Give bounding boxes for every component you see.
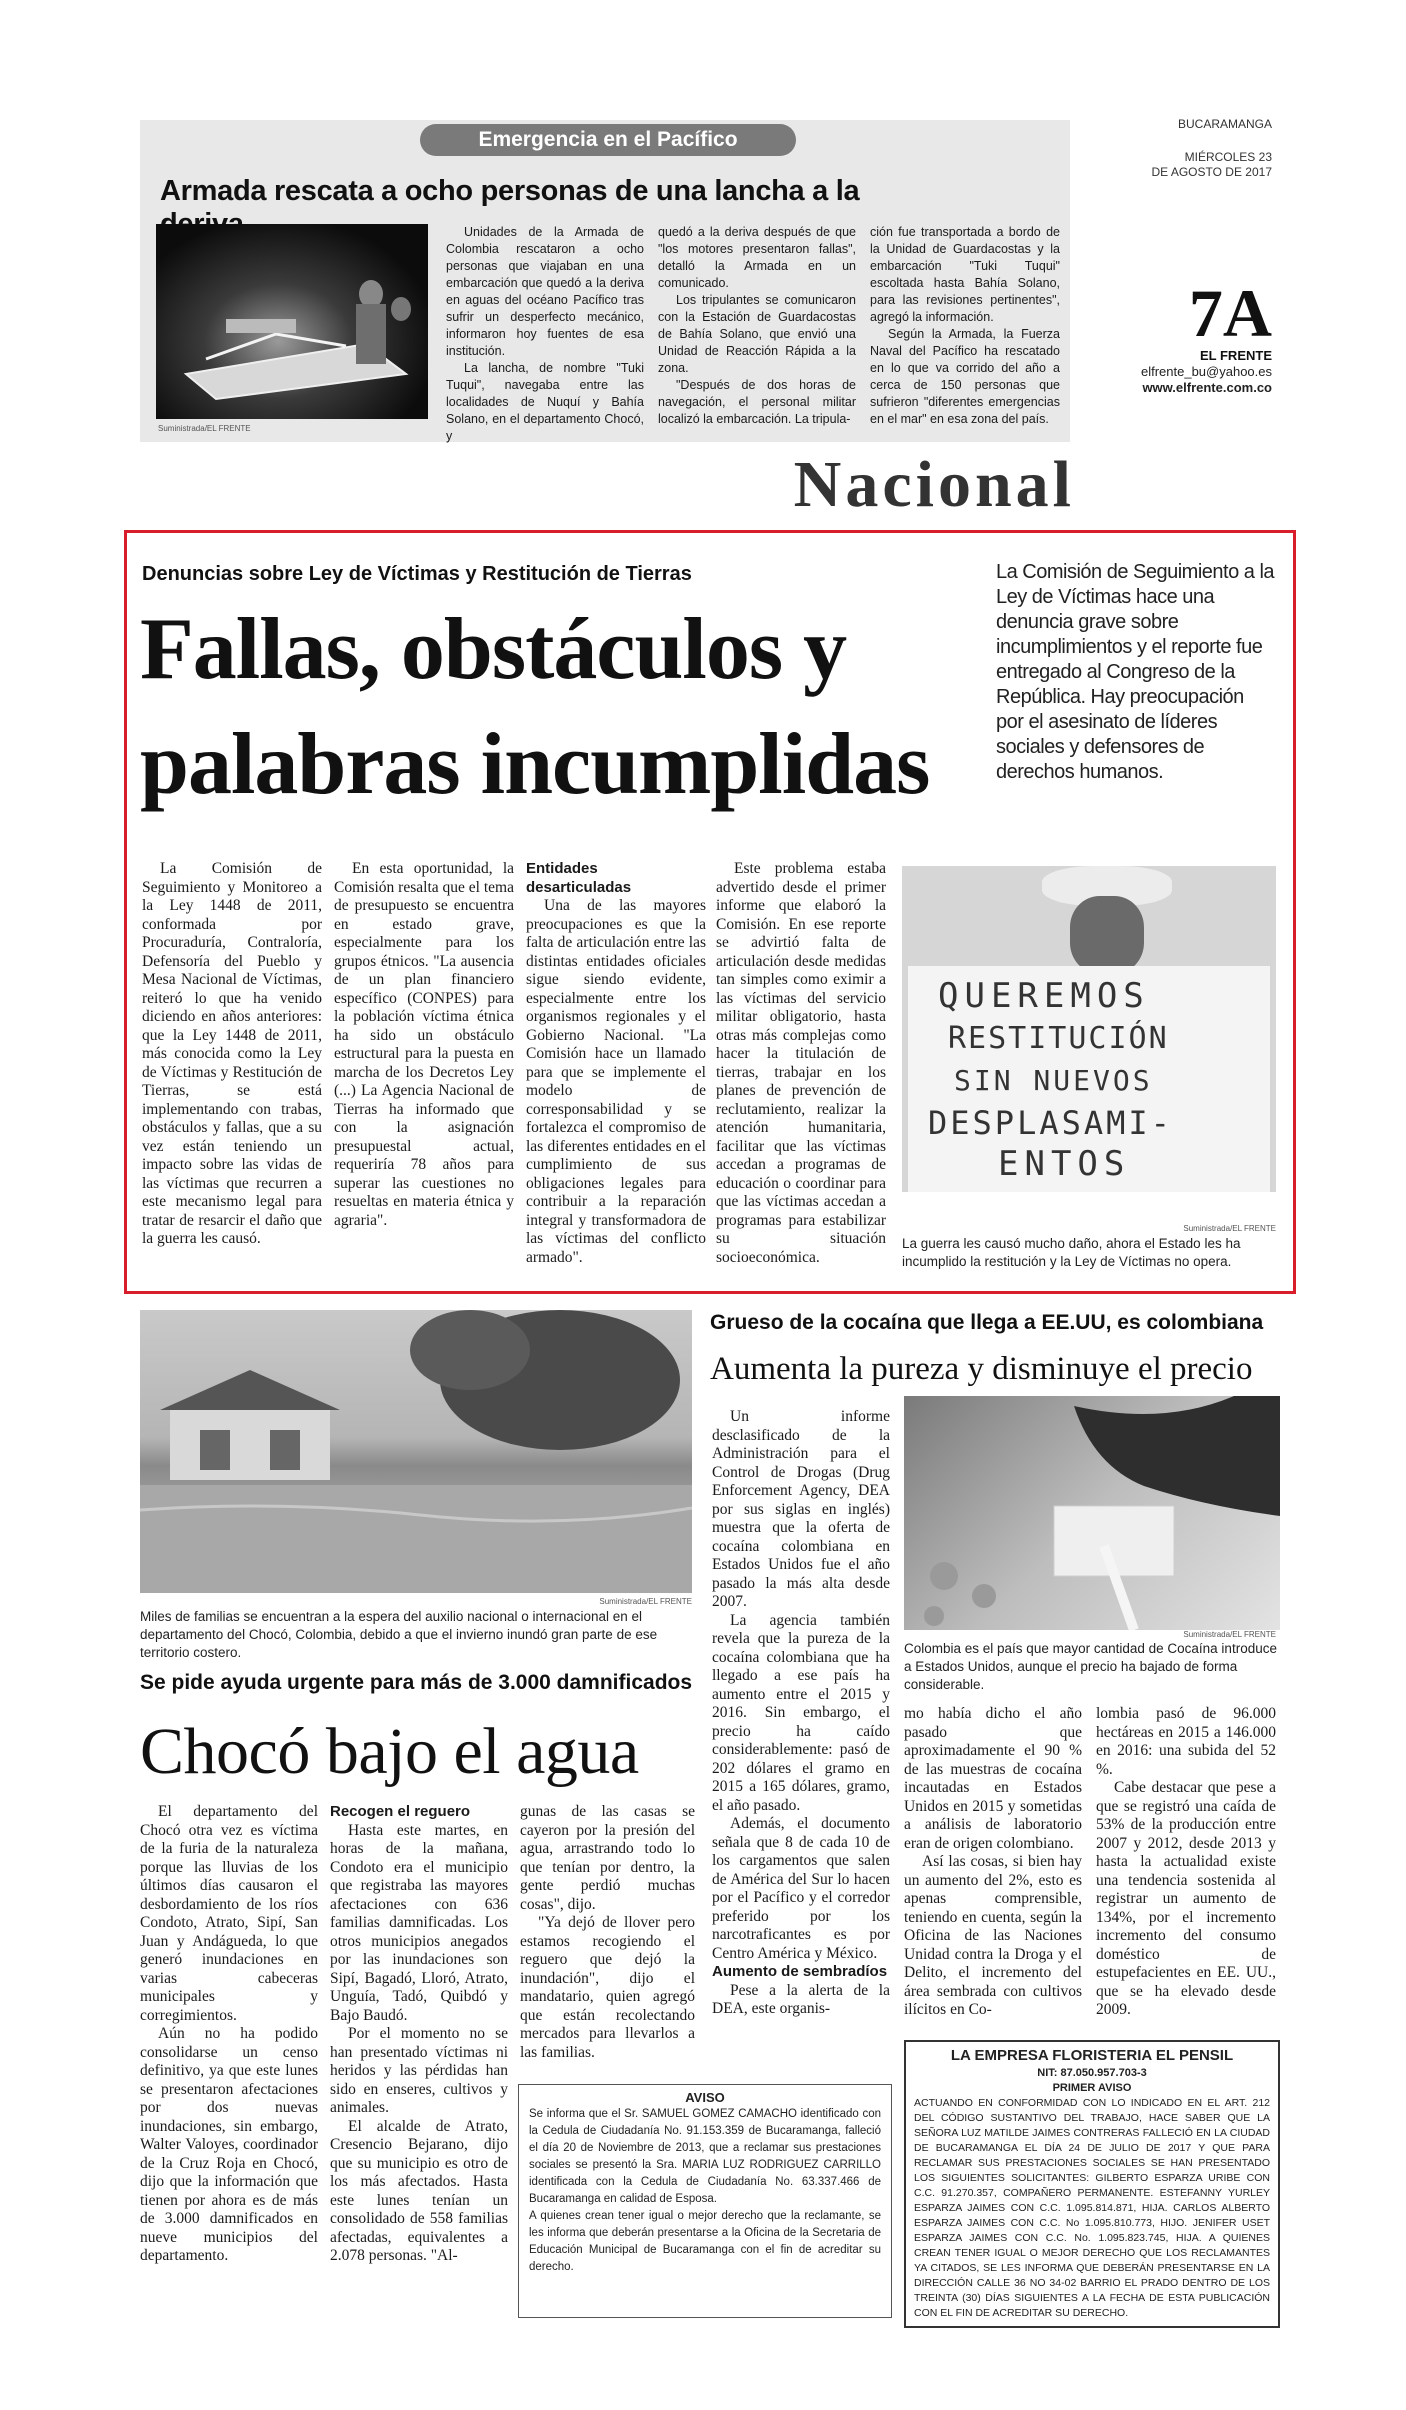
cocaine-col-1 — [712, 1408, 890, 2019]
top-col-3-para: ción fue transportada a bordo de la Unidad de Guardacostas y la embarcación "Tuki Tuqui" escoltada hasta Bahía Solano, para las revisiones pertinentes", agregó la información. — [870, 225, 1060, 324]
choco-headline: Chocó bajo el agua — [140, 1715, 639, 1788]
page-number: 7A — [1188, 275, 1272, 351]
sign-line: QUEREMOS — [938, 976, 1150, 1016]
choco-subhead: Recogen el reguero — [330, 1803, 471, 1820]
sign-line: ENTOS — [998, 1144, 1131, 1184]
cocaine-col-1-para: Además, el documento señala que 8 de cada 10 de los cargamentos que salen de América del Sur lo hacen por el Pacífico y el corredor preferido por los narcotraficantes es por Centro América y México. — [712, 1815, 890, 1962]
flood-photo — [140, 1310, 692, 1593]
protest-sign — [908, 966, 1270, 1192]
cocaine-photo-credit: Suministrada/EL FRENTE — [1183, 1630, 1276, 1639]
top-col-1-para: Unidades de la Armada de Colombia rescataron a ocho personas que viajaban en una embarcación que quedó a la deriva en aguas del océano Pacífico tras sufrir un desperfecto mecánico, informaron hoy fuentes de esa institución. — [446, 225, 644, 358]
cocaine-col-1-para: La agencia también revela que la pureza de la cocaína colombiana que ha llegado a ese país ha aumento entre el 2015 y 2016. Sin embargo, el precio ha caído considerablemente: pasó de 202 dólares el gramo en 2015 a 165 dólares, gramo, el año pasado. — [712, 1611, 890, 1814]
top-col-2-para: quedó a la deriva después de que "los motores presentaron fallas", detalló la Armada en un comunicado. — [658, 225, 856, 290]
boat-photo — [156, 224, 428, 419]
cocaine-col-1-para: Un informe desclasificado de la Administración para el Control de Drogas (Drug Enforcement Agency, DEA por sus siglas en inglés) muestra que la oferta de cocaína colombiana en Estados Unidos fue el año pasado la más alta desde 2007. — [712, 1408, 890, 1610]
lead-col-3 — [526, 860, 706, 1267]
lead-col-2-para: En esta oportunidad, la Comisión resalta que el tema de presupuesto se encuentra en estado grave, especialmente para los grupos étnicos. "La ausencia de un plan financiero específico (CONPES) para la población víctima étnica ha sido un obstáculo estructural para la puesta en marcha de los Decretos Ley (...) La Agencia Nacional de Tierras ha informado que con la asignación presupuestal actual, requeriría 78 años para superar las cuestiones no resueltas en materia étnica y agraria". — [334, 860, 514, 1229]
notice-floristeria-body: ACTUANDO EN CONFORMIDAD CON LO INDICADO EN EL ART. 212 DEL CÓDIGO SUSTANTIVO DEL TRABAJO, HACE SABER QUE LA SEÑORA LUZ MATILDE JAIMES CONTRERAS FALLECIÓ EN LA CIUDAD DE BUCARAMANGA EL DÍA 24 DE JULIO DE 2017 Y QUE PARA RECLAMAR SUS PRESTACIONES SOCIALES SE HAN PRESENTADO LOS SIGUIENTES SOLICITANTES: GILBERTO ESPARZA URIBE CON C.C. 91.270.357, COMPAÑERO PERMANENTE. ESTEFANNY YURLEY ESPARZA JAIMES CON C.C. 1.095.814.871, HIJA. CARLOS ALBERTO ESPARZA JAIMES CON C.C. No 1.095.810.773, HIJO. JENIFER USET ESPARZA JAIMES CON C.C. No. 1.095.823.745, HIJA. A QUIENES CREAN TENER IGUAL O MEJOR DERECHO QUE LOS RECLAMANTES YA CITADOS, SE LES INFORMA QUE DEBERÁN PRESENTARSE EN LA DIRECCIÓN CALLE 36 NO 34-02 BARRIO EL PRADO DENTRO DE LOS TREINTA (30) DÍAS SIGUIENTES A LA FECHA DE ESTA PUBLICACIÓN CON EL FIN DE ACREDITAR SU DERECHO. — [914, 2097, 1270, 2319]
choco-kicker: Se pide ayuda urgente para más de 3.000 damnificados — [140, 1671, 693, 1694]
lead-col-1-para: La Comisión de Seguimiento y Monitoreo a la Ley 1448 de 2011, conformada por Procuraduría, Contraloría, Defensoría del Pueblo y Mesa Nacional de Víctimas, reiteró lo que ha venido diciendo en años anteriores: que la Ley 1448 de 2011, más conocida como la Ley de Víctimas y Restitución de Tierras, se está implementando con trabas, obstáculos y fallas, que a su vez están teniendo un impacto sobre las vidas de las víctimas que recurren a este mecanismo legal para tratar de resarcir el daño que la guerra les causó. — [142, 860, 322, 1247]
section-title: Nacional — [793, 448, 1075, 521]
banner-text: Emergencia en el Pacífico — [478, 128, 738, 151]
top-col-2 — [658, 224, 856, 428]
top-col-2-para: "Después de dos horas de navegación, el personal militar localizó la embarcación. La tripula- — [658, 378, 856, 426]
masthead-city: BUCARAMANGA — [1177, 117, 1272, 131]
cocaine-col-3-para: Cabe destacar que pese a que se registró una caída de 53% de la producción entre 2007 y 2012, desde 2013 y hasta la actualidad existe una tendencia sostenida al registrar un aumento de 134%, por el incremento incremento del consumo doméstico de estupefacientes en EE. UU., que se ha elevado desde 2009. — [1096, 1779, 1276, 2018]
protest-photo — [902, 866, 1276, 1192]
choco-col-2-para: Hasta este martes, en horas de la mañana, Condoto era el municipio que registraba las mayores afectaciones con 636 familias damnificadas. Los otros municipios anegados por las inundaciones son Sipí, Bagadó, Lloró, Atrato, Unguía, Tadó, Quibdó y Bajo Baudó. — [330, 1821, 508, 2024]
sign-line: SIN NUEVOS — [954, 1064, 1153, 1097]
flood-photo-credit: Suministrada/EL FRENTE — [599, 1597, 692, 1606]
notice-floristeria-nit: NIT: 87.050.957.703-3 — [1037, 2067, 1147, 2079]
lead-headline-line-2: palabras incumplidas — [140, 716, 930, 813]
lead-kicker: Denuncias sobre Ley de Víctimas y Restitución de Tierras — [142, 563, 692, 585]
notice-aviso-title: AVISO — [685, 2090, 725, 2105]
sign-line: DESPLASAMI- — [928, 1104, 1173, 1142]
choco-col-3 — [520, 1803, 695, 2062]
top-col-1-para: La lancha, de nombre "Tuki Tuqui", navegaba entre las localidades de Nuquí y Bahía Solano, en el departamento Chocó, y — [446, 361, 644, 443]
choco-col-1-para: El departamento del Chocó otra vez es víctima de la furia de la naturaleza porque las lluvias de los últimos días causaron el desbordamiento de los ríos Condoto, Atrato, Sipí, San Juan y Andágueda, lo que generó inundaciones en varias cabeceras municipales y corregimientos. — [140, 1803, 318, 2024]
cocaine-caption: Colombia es el país que mayor cantidad de Cocaína introduce a Estados Unidos, aunque el precio ha bajado de forma considerable. — [904, 1641, 1277, 1692]
lead-headline-line-1: Fallas, obstáculos y — [140, 601, 847, 698]
top-col-1 — [446, 224, 644, 445]
lead-col-3-para: Una de las mayores preocupaciones es que la falta de articulación entre las distintas entidades oficiales sigue siendo evidente, especialmente entre los organismos regionales y el Gobierno Nacional. "La Comisión hace un llamado para que se implemente el modelo de corresponsabilidad y se fortalezca el compromiso de las diferentes entidades en el cumplimiento de sus obligaciones legales para contribuir a la reparación integral y transformadora de las víctimas del conflicto armado". — [526, 897, 706, 1266]
cocaine-col-3-para: lombia pasó de 96.000 hectáreas en 2015 a 146.000 en 2016: una subida del 52 %. — [1096, 1705, 1276, 1778]
notice-floristeria — [904, 2040, 1280, 2328]
notice-floristeria-title: LA EMPRESA FLORISTERIA EL PENSIL — [950, 2047, 1234, 2064]
sign-line: RESTITUCIÓN — [948, 1021, 1169, 1056]
lead-col-4-para: Este problema estaba advertido desde el primer informe que elaboró la Comisión. En ese reporte se advirtió falta de articulación desde medidas tan simples como eximir a las víctimas del servicio militar obligatorio, hasta otras más complejas como hacer la titulación de tierras, trabajar en los planes de prevención de reclutamiento, realizar la atención humanitaria, facilitar que las víctimas accedan a programas de educación o coordinar para que las víctimas accedan a programas para estabilizar su situación socioeconómica. — [716, 860, 886, 1266]
paper-email[interactable]: elfrente_bu@yahoo.es — [1140, 364, 1272, 379]
lead-col-2 — [334, 860, 514, 1230]
choco-col-2 — [330, 1803, 508, 2266]
lead-col-4 — [716, 860, 886, 1267]
notice-floristeria-subtitle: PRIMER AVISO — [1052, 2082, 1132, 2094]
cocaine-photo — [904, 1396, 1280, 1630]
cocaine-col-2 — [904, 1705, 1082, 2020]
choco-col-1 — [140, 1803, 318, 2266]
paper-name: EL FRENTE — [1200, 348, 1272, 363]
cocaine-headline: Aumenta la pureza y disminuye el precio — [710, 1351, 1253, 1387]
lead-photo-credit: Suministrada/EL FRENTE — [1183, 1224, 1276, 1233]
cocaine-subhead: Aumento de sembradíos — [712, 1963, 888, 1980]
choco-col-2-para: El alcalde de Atrato, Cresencio Bejarano, dijo que su municipio es otro de los más afectados. Hasta este lunes tenían un consolidado de 558 familias afectadas, equivalentes a 2.078 personas. "Al- — [330, 2117, 508, 2264]
lead-caption: La guerra les causó mucho daño, ahora el Estado les ha incumplido la restitución y la Ley de Víctimas no opera. — [902, 1236, 1241, 1269]
notice-aviso-body: Se informa que el Sr. SAMUEL GOMEZ CAMACHO identificado con la Cedula de Ciudadanía No. 91.153.359 de Bucaramanga, falleció el día 20 de Noviembre de 2013, que a reclamar sus prestaciones sociales se presentó la Sra. MARIA LUZ RODRIGUEZ CARRILLO identificada con la Cedula de Ciudadanía No. 63.337.466 de Bucaramanga en calidad de Esposa. — [529, 2108, 881, 2205]
choco-col-3-para: "Ya dejó de llover pero estamos recogiendo el reguero que dejó la inundación", dijo el mandatario, quien agregó que están recolectando mercados para llevarlos a las familias. — [520, 1914, 695, 2061]
top-photo-credit: Suministrada/EL FRENTE — [158, 424, 251, 433]
choco-col-2-para: Por el momento no se han presentado víctimas ni heridos y las pérdidas han sido en enseres, cultivos y animales. — [330, 2025, 508, 2116]
protester-face — [1070, 896, 1144, 974]
cocaine-col-2-para: mo había dicho el año pasado que aproximadamente el 90 % de las muestras de cocaína incautadas en Estados Unidos en 2015 y sometidas a análisis de laboratorio eran de origen colombiano. — [904, 1705, 1082, 1852]
cocaine-col-1-para: Pese a la alerta de la DEA, este organis- — [712, 1981, 890, 2017]
cocaine-kicker: Grueso de la cocaína que llega a EE.UU, es colombiana — [710, 1311, 1264, 1334]
top-col-3-para: Según la Armada, la Fuerza Naval del Pacífico ha rescatado en lo que va corrido del año a cerca de 150 personas que sufrieron "diferentes emergencias en el mar" en esa zona del país. — [870, 327, 1060, 426]
choco-col-1-para: Aún no ha podido consolidarse un censo definitivo, ya que este lunes se presentaron afectaciones por dos nuevas inundaciones, sin embargo, Walter Valoyes, coordinador de la Cruz Roja en Chocó, dijo que la información que tienen por ahora es de más de 3.000 damnificados en nueve municipios del departamento. — [140, 2025, 318, 2264]
cocaine-col-2-para: Así las cosas, si bien hay un aumento del 2%, esto es apenas comprensible, teniendo en cuenta, según la Oficina de las Naciones Unidad contra la Droga y el Delito, el incremento del área sembrada con cultivos ilícitos en Co- — [904, 1853, 1082, 2018]
choco-col-3-para: gunas de las casas se cayeron por la presión del agua, arrastrando todo lo que tenían por dentro, la gente perdió muchas cosas", dijo. — [520, 1803, 695, 1913]
paper-website[interactable]: www.elfrente.com.co — [1142, 380, 1272, 395]
lead-col-1 — [142, 860, 322, 1249]
cocaine-col-3 — [1096, 1705, 1276, 2020]
notice-aviso — [518, 2084, 892, 2318]
banner — [420, 124, 796, 156]
lead-subhead: Entidades desarticuladas — [526, 860, 632, 896]
top-headline: Armada rescata a ocho personas de una lancha a la — [160, 175, 860, 207]
lead-summary: La Comisión de Seguimiento a la Ley de Víctimas hace una denuncia grave sobre incumplimientos y el reporte fue entregado al Congreso de la República. Hay preocupación por el asesinato de líderes sociales y defensores de derechos humanos. — [996, 561, 1275, 783]
notice-aviso-body-2: A quienes crean tener igual o mejor derecho que la reclamante, se les informa que deberán presentarse a la Oficina de la Secretaria de Educación Municipal de Bucaramanga con el fin de acreditar su derecho. — [529, 2210, 881, 2273]
top-col-3 — [870, 224, 1060, 428]
flood-caption: Miles de familias se encuentran a la espera del auxilio nacional o internacional en el departamento del Chocó, Colombia, debido a que el invierno inundó gran parte de ese territorio costero. — [140, 1609, 658, 1660]
masthead-date-1: MIÉRCOLES 23 — [1184, 150, 1272, 164]
top-col-2-para: Los tripulantes se comunicaron con la Estación de Guardacostas de Bahía Solano, que envió una Unidad de Reacción Rápida a la zona. — [658, 293, 856, 375]
masthead-date-2: DE AGOSTO DE 2017 — [1151, 165, 1272, 179]
